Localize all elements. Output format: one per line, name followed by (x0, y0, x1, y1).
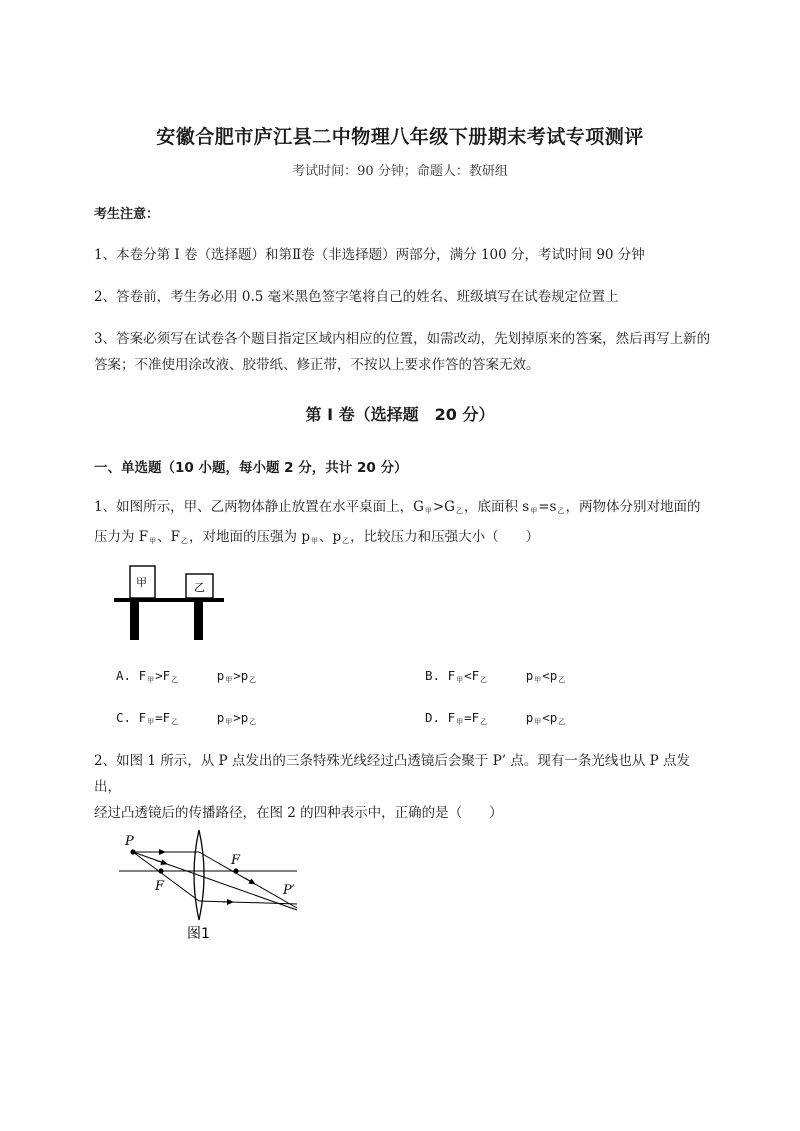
option-c-rel1: =F (155, 710, 171, 725)
subscript-jia: 甲 (534, 718, 542, 726)
point-f-right (233, 868, 238, 873)
notice-item-1: 1、本卷分第 I 卷（选择题）和第Ⅱ卷（非选择题）两部分，满分 100 分，考试时间 90 分钟 (94, 247, 645, 263)
subscript-yi: 乙 (480, 676, 488, 684)
subscript-yi: 乙 (181, 537, 189, 545)
part-heading: 一、单选题（10 小题，每小题 2 分，共计 20 分） (94, 460, 408, 476)
notice-item-3: 3、答案必须写在试卷各个题目指定区域内相应的位置，如需改动，先划掉原来的答案，然后再写上新的答案；不准使用涂改液、胶带纸、修正带，不按以上要求作答的答案无效。 (94, 331, 711, 373)
subscript-jia: 甲 (534, 676, 542, 684)
ray-refracted-3 (199, 901, 297, 904)
option-c[interactable] (116, 710, 257, 727)
notice-item-2: 2、答卷前，考生务必用 0.5 毫米黑色签字笔将自己的姓名、班级填写在试卷规定位置上 (94, 289, 619, 305)
point-f-left (158, 868, 163, 873)
q1-text: 压力为 F (94, 529, 149, 545)
question-1-text (94, 494, 716, 554)
q1-text: >G (432, 499, 455, 515)
label-f-left: F (155, 879, 165, 894)
subscript-jia: 甲 (310, 537, 318, 545)
q1-text: =s (538, 499, 557, 515)
exam-title: 安徽合肥市庐江县二中物理八年级下册期末考试专项测评 (156, 126, 644, 148)
subscript-yi: 乙 (480, 718, 488, 726)
subscript-jia: 甲 (456, 676, 464, 684)
option-a-rel1: >F (155, 668, 171, 683)
subscript-yi: 乙 (342, 537, 350, 545)
table-figure (110, 560, 230, 644)
option-c-rel2: >p (233, 710, 249, 725)
q1-text: ，底面积 s (463, 499, 530, 515)
notice-heading: 考生注意： (94, 207, 160, 222)
table-leg-left (130, 602, 139, 640)
subscript-jia: 甲 (149, 537, 157, 545)
option-b[interactable] (425, 668, 566, 685)
section-title: 第 I 卷（选择题 20 分） (305, 405, 495, 424)
option-a-p: p (216, 668, 225, 683)
subscript-yi: 乙 (171, 676, 179, 684)
table-top (114, 598, 224, 602)
q1-text: 、p (318, 529, 342, 545)
option-a-rel2: >p (233, 668, 249, 683)
subscript-jia: 甲 (424, 507, 432, 515)
subscript-jia: 甲 (147, 676, 155, 684)
option-d-rel2: <p (542, 710, 558, 725)
subscript-jia: 甲 (225, 676, 233, 684)
q1-text: ，比较压力和压强大小（ ） (350, 529, 540, 545)
subscript-yi: 乙 (557, 507, 565, 515)
option-c-p: p (216, 710, 225, 725)
option-d-prefix: D. F (425, 710, 456, 725)
label-p: P (125, 834, 134, 849)
figure-caption: 图1 (187, 926, 210, 942)
subscript-yi: 乙 (249, 718, 257, 726)
option-d-p: p (525, 710, 534, 725)
subscript-jia: 甲 (530, 507, 538, 515)
label-f-right: F (231, 853, 241, 868)
label-p-prime: P′ (283, 883, 295, 898)
q1-text: ，对地面的压强为 p (189, 529, 310, 545)
option-d-rel1: =F (464, 710, 480, 725)
subscript-jia: 甲 (456, 718, 464, 726)
option-b-p: p (525, 668, 534, 683)
box-yi-label: 乙 (194, 581, 205, 594)
option-b-prefix: B. F (425, 668, 456, 683)
box-jia-label: 甲 (136, 576, 147, 589)
ray-refracted-1-arrow (245, 878, 255, 884)
option-a-prefix: A. F (116, 668, 147, 683)
q2-line-1: 2、如图 1 所示，从 P 点发出的三条特殊光线经过凸透镜后会聚于 P’ 点。现有一条光线也从 P 点发出， (94, 753, 691, 795)
lens-figure (115, 826, 310, 946)
ray-focal (133, 852, 199, 901)
table-leg-right (194, 602, 203, 640)
q1-text: 1、如图所示，甲、乙两物体静止放置在水平桌面上，G (94, 499, 424, 515)
option-b-rel1: <F (464, 668, 480, 683)
exam-subtitle: 考试时间：90 分钟；命题人：教研组 (292, 164, 508, 179)
ray-center-arrow (155, 860, 167, 864)
option-d[interactable] (425, 710, 566, 727)
option-a[interactable] (116, 668, 257, 685)
option-b-rel2: <p (542, 668, 558, 683)
subscript-yi: 乙 (171, 718, 179, 726)
subscript-yi: 乙 (558, 676, 566, 684)
q1-text: ，两物体分别对地面的 (565, 499, 701, 515)
subscript-yi: 乙 (455, 507, 463, 515)
subscript-yi: 乙 (558, 718, 566, 726)
subscript-jia: 甲 (147, 718, 155, 726)
subscript-yi: 乙 (249, 676, 257, 684)
subscript-jia: 甲 (225, 718, 233, 726)
point-p (130, 849, 135, 854)
q1-text: 、F (157, 529, 181, 545)
q2-line-2: 经过凸透镜后的传播路径，在图 2 的四种表示中，正确的是（ ） (94, 805, 503, 821)
question-2-text (94, 748, 716, 826)
option-c-prefix: C. F (116, 710, 147, 725)
